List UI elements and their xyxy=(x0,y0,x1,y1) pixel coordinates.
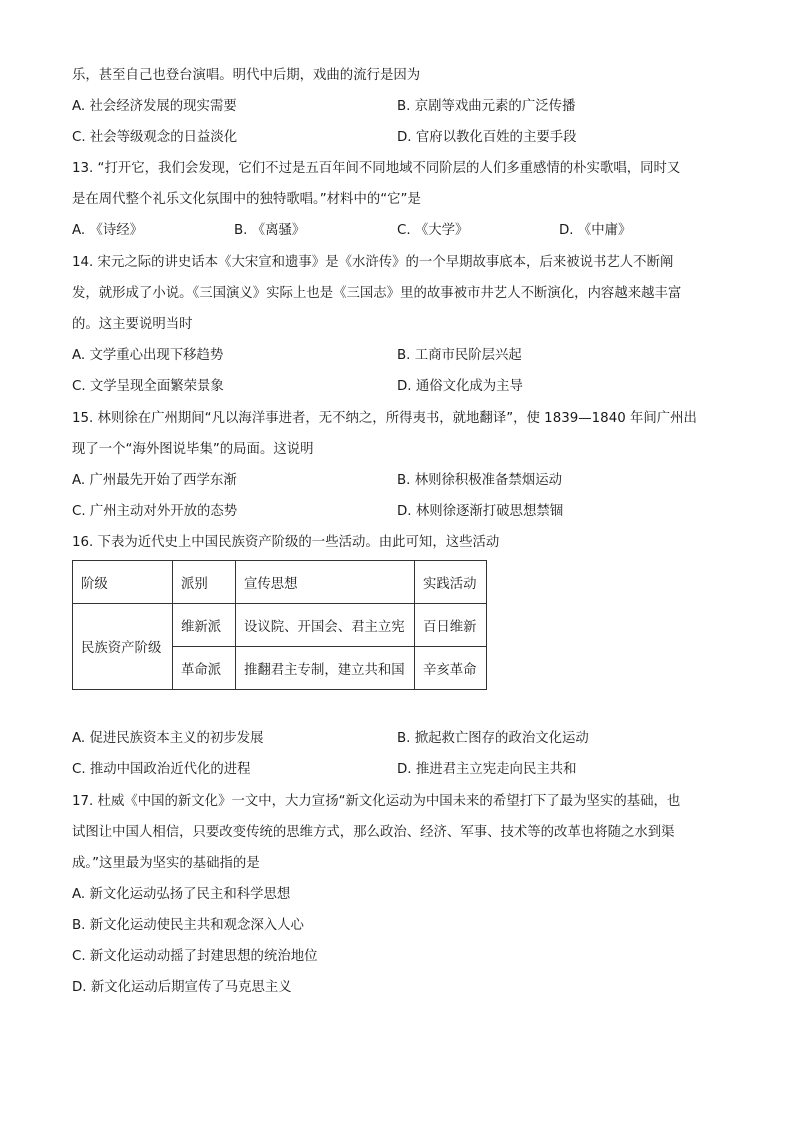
q15-stem-line2: 现了一个“海外图说毕集”的局面。这说明 xyxy=(72,442,314,457)
question-stem-line: 乐，甚至自己也登台演唱。明代中后期，戏曲的流行是因为 xyxy=(72,68,421,83)
q17-option-c: C. 新文化运动动摇了封建思想的统治地位 xyxy=(72,949,318,964)
q17-stem-line3: 成。”这里最为坚实的基础指的是 xyxy=(72,856,260,871)
q13-option-c: C. 《大学》 xyxy=(397,223,469,238)
q15-option-a: A. 广州最先开始了西学东渐 xyxy=(72,473,237,488)
table-row xyxy=(73,604,487,647)
table-header-cell: 派别 xyxy=(173,561,236,604)
table-header-cell: 宣传思想 xyxy=(236,561,415,604)
option-d: D. 官府以教化百姓的主要手段 xyxy=(397,130,577,145)
q14-option-a: A. 文学重心出现下移趋势 xyxy=(72,348,224,363)
q15-option-d: D. 林则徐逐渐打破思想禁锢 xyxy=(397,504,564,519)
q13-option-a: A. 《诗经》 xyxy=(72,223,143,238)
q17-option-d: D. 新文化运动后期宣传了马克思主义 xyxy=(72,980,292,995)
table-header-row xyxy=(73,561,487,604)
q16-option-a: A. 促进民族资本主义的初步发展 xyxy=(72,731,264,746)
q15-option-c: C. 广州主动对外开放的态势 xyxy=(72,504,238,519)
q17-stem-line2: 试图让中国人相信，只要改变传统的思维方式，那么政治、经济、军事、技术等的改革也将随之水到渠 xyxy=(72,825,675,840)
q14-option-d: D. 通俗文化成为主导 xyxy=(397,379,523,394)
q13-option-b: B. 《离骚》 xyxy=(234,223,306,238)
q16-option-d: D. 推进君主立宪走向民主共和 xyxy=(397,762,577,777)
table-cell-action: 辛亥革命 xyxy=(415,647,487,690)
q16-table xyxy=(72,560,487,690)
q14-stem-line3: 的。这主要说明当时 xyxy=(72,317,193,332)
q13-option-d: D. 《中庸》 xyxy=(559,223,632,238)
q16-option-b: B. 掀起救亡图存的政治文化运动 xyxy=(397,731,589,746)
q14-stem-line1: 14. 宋元之际的讲史话本《大宋宣和遗事》是《水浒传》的一个早期故事底本，后来被说书艺人不断阐 xyxy=(72,255,674,270)
q13-stem-line2: 是在周代整个礼乐文化氛围中的独特歌唱。”材料中的“它”是 xyxy=(72,192,421,207)
table-cell-faction: 维新派 xyxy=(173,604,236,647)
table-cell-class: 民族资产阶级 xyxy=(73,604,173,690)
table-header-cell: 实践活动 xyxy=(415,561,487,604)
q13-stem-line1: 13. “打开它，我们会发现，它们不过是五百年间不同地域不同阶层的人们多重感情的朴实歌唱，同时又 xyxy=(72,161,681,176)
q16-stem-line1: 16. 下表为近代史上中国民族资产阶级的一些活动。由此可知，这些活动 xyxy=(72,535,500,550)
q17-option-b: B. 新文化运动使民主共和观念深入人心 xyxy=(72,918,304,933)
option-a: A. 社会经济发展的现实需要 xyxy=(72,99,237,114)
option-b: B. 京剧等戏曲元素的广泛传播 xyxy=(397,99,576,114)
q14-option-c: C. 文学呈现全面繁荣景象 xyxy=(72,379,224,394)
q14-option-b: B. 工商市民阶层兴起 xyxy=(397,348,522,363)
option-c: C. 社会等级观念的日益淡化 xyxy=(72,130,238,145)
q17-stem-line1: 17. 杜威《中国的新文化》一文中，大力宣扬“新文化运动为中国未来的希望打下了最为坚实的基础，也 xyxy=(72,794,681,809)
q17-option-a: A. 新文化运动弘扬了民主和科学思想 xyxy=(72,887,291,902)
table-cell-faction: 革命派 xyxy=(173,647,236,690)
q16-option-c: C. 推动中国政治近代化的进程 xyxy=(72,762,251,777)
q15-option-b: B. 林则徐积极准备禁烟运动 xyxy=(397,473,562,488)
q14-stem-line2: 发，就形成了小说。《三国演义》实际上也是《三国志》里的故事被市井艺人不断演化，内容越来越丰富 xyxy=(72,286,682,301)
table-cell-idea: 推翻君主专制，建立共和国 xyxy=(236,647,415,690)
table-cell-idea: 设议院、开国会、君主立宪 xyxy=(236,604,415,647)
q15-stem-line1: 15. 林则徐在广州期间“凡以海洋事进者，无不纳之，所得夷书，就地翻译”，使 1839—1840 年间广州出 xyxy=(72,411,697,426)
table-header-cell: 阶级 xyxy=(73,561,173,604)
table-cell-action: 百日维新 xyxy=(415,604,487,647)
